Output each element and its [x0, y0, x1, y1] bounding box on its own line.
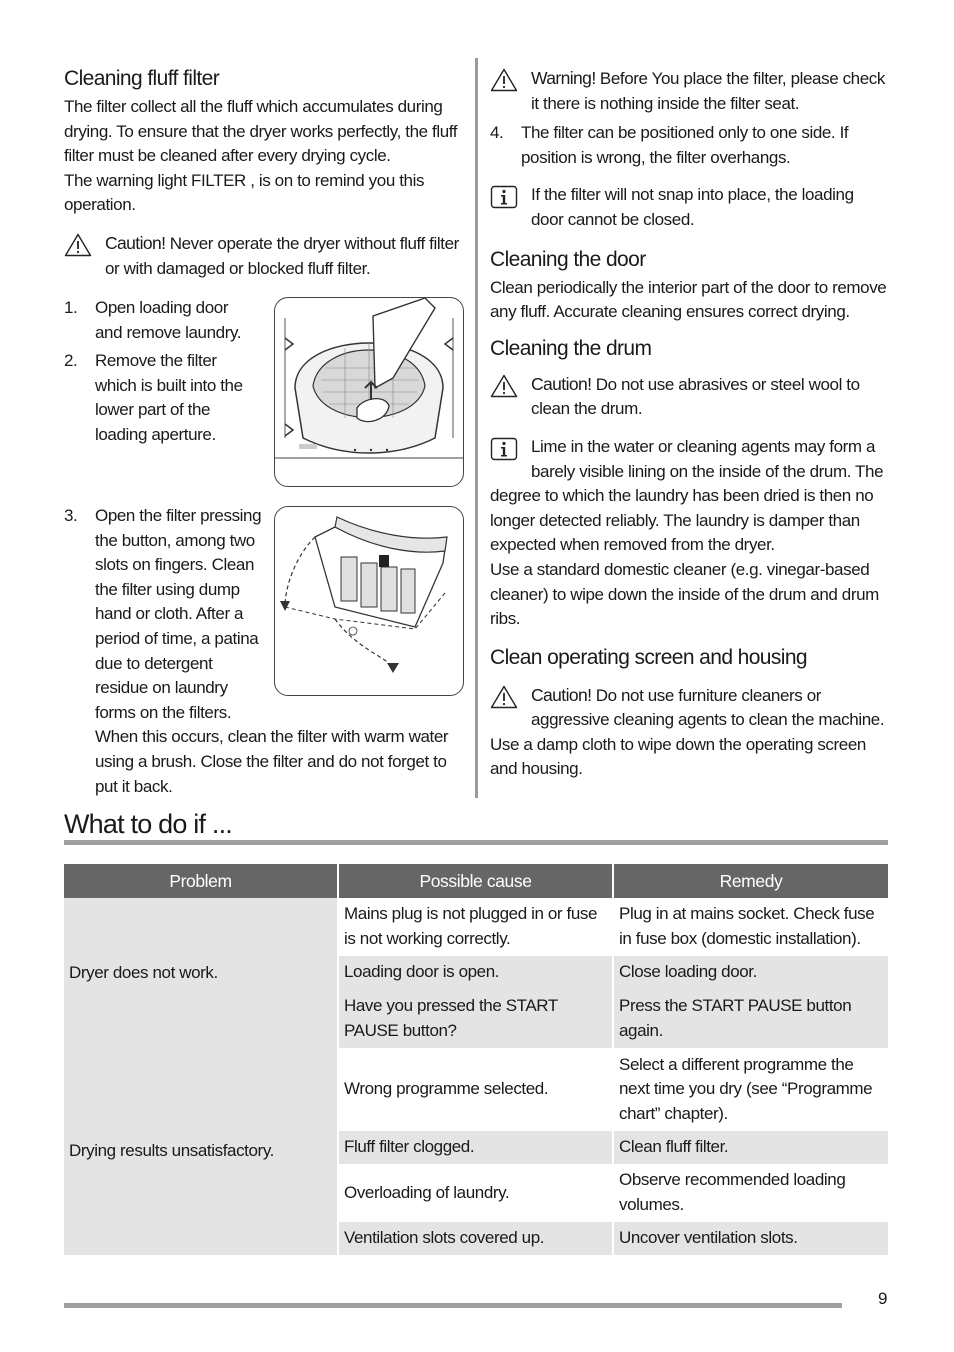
remedy-cell: Clean fluff filter. [613, 1131, 888, 1164]
remedy-cell: Close loading door. [613, 956, 888, 989]
trouble-title: What to do if ... [64, 809, 232, 839]
info-text: If the filter will not snap into place, the loading door cannot be closed. [531, 185, 854, 229]
warning-label: Warning! [531, 68, 596, 88]
screen-text: Use a damp cloth to wipe down the operating screen and housing. [490, 734, 866, 779]
caution-text: Do not use furniture cleaners or aggressive cleaning agents to clean the machine. [531, 685, 885, 730]
column-header: Remedy [613, 864, 888, 898]
caution-label: Caution! [531, 684, 592, 705]
drum-info-text: Lime in the water or cleaning agents may form a barely visible lining on the inside of the drum. The degree to which the laundry has been dried is then no longer detected reliably. The laundry is damper than expected when removed from the dryer. [490, 436, 884, 555]
footer-rule [64, 1303, 842, 1308]
title-rule [64, 840, 888, 845]
door-heading: Cleaning the door [490, 247, 646, 271]
warning-triangle-icon [64, 233, 92, 257]
filter-removal-figure [274, 297, 464, 487]
fluff-filter-light-note: The warning light FILTER , is on to remind you this operation. [64, 170, 425, 215]
caution-note [64, 231, 464, 281]
cause-cell: Wrong programme selected. [338, 1048, 613, 1131]
problem-cell: Dryer does not work. [64, 898, 338, 1048]
steps-1-2 [64, 296, 244, 448]
column-header: Possible cause [338, 864, 613, 898]
fluff-filter-heading: Cleaning fluff filter [64, 67, 220, 90]
info-icon [490, 437, 518, 461]
drum-text: Use a standard domestic cleaner (e.g. vinegar-based cleaner) to wipe down the inside of the drum and drum ribs. [490, 559, 879, 629]
drum-heading: Cleaning the drum [490, 336, 652, 360]
drum-info-note [490, 435, 890, 558]
info-note [490, 183, 890, 232]
cause-cell: Loading door is open. [338, 956, 613, 989]
warning-triangle-icon [490, 68, 518, 92]
remedy-cell: Plug in at mains socket. Check fuse in fuse box (domestic installation). [613, 898, 888, 956]
step-item: 1. Open loading door and remove laundry. [64, 298, 242, 342]
cause-cell: Mains plug is not plugged in or fuse is not working correctly. [338, 898, 613, 956]
troubleshooting-table [64, 864, 888, 1255]
column-divider [475, 58, 478, 798]
right-column [490, 66, 890, 782]
remedy-cell: Observe recommended loading volumes. [613, 1164, 888, 1222]
drum-caution-note [490, 372, 890, 422]
warning-triangle-icon [490, 685, 518, 709]
column-header: Problem [64, 864, 338, 898]
left-column [64, 66, 464, 281]
problem-cell: Drying results unsatisfactory. [64, 1048, 338, 1255]
screen-caution-note [490, 683, 890, 733]
info-icon [490, 185, 518, 209]
step-3-text: Open the filter pressing the button, among two slots on fingers. Clean the filter using dump hand or cloth. After a period of time, a patina due to detergent residue on laundry forms on the filters. When this occurs, clean the filter with warm water using a brush. Close the filter and do not forget to put it back. [95, 506, 449, 796]
step-3: 3. [64, 506, 78, 525]
remedy-cell: Select a different programme the next time you dry (see “Programme chart” chapter). [613, 1048, 888, 1131]
caution-label: Caution! [105, 232, 166, 253]
open-filter-figure [274, 506, 464, 696]
cause-cell: Overloading of laundry. [338, 1164, 613, 1222]
step-item: 4. The filter can be positioned only to one side. If position is wrong, the filter overhangs. [490, 123, 849, 167]
caution-label: Caution! [531, 373, 592, 394]
cause-cell: Fluff filter clogged. [338, 1131, 613, 1164]
caution-text: Do not use abrasives or steel wool to clean the drum. [531, 374, 860, 419]
remedy-cell: Uncover ventilation slots. [613, 1222, 888, 1255]
cause-cell: Have you pressed the START PAUSE button? [338, 989, 613, 1048]
cause-cell: Ventilation slots covered up. [338, 1222, 613, 1255]
warning-note [490, 66, 890, 116]
fluff-filter-intro: The filter collect all the fluff which accumulates during drying. To ensure that the dryer works perfectly, the fluff filter must be cleaned after every drying cycle. [64, 97, 458, 166]
table-row [64, 898, 888, 956]
table-header-row [64, 864, 888, 898]
door-text: Clean periodically the interior part of the door to remove any fluff. Accurate cleaning ensures correct drying. [490, 277, 887, 322]
caution-text: Never operate the dryer without fluff filter or with damaged or blocked fluff filter. [105, 233, 459, 278]
warning-text: Before You place the filter, please check it there is nothing inside the filter seat. [531, 69, 885, 113]
warning-triangle-icon [490, 374, 518, 398]
screen-heading: Clean operating screen and housing [490, 645, 808, 669]
remedy-cell: Press the START PAUSE button again. [613, 989, 888, 1048]
page-number: 9 [878, 1289, 888, 1308]
step-item: 2. Remove the filter which is built into the lower part of the loading aperture. [64, 351, 243, 444]
table-row [64, 1048, 888, 1131]
